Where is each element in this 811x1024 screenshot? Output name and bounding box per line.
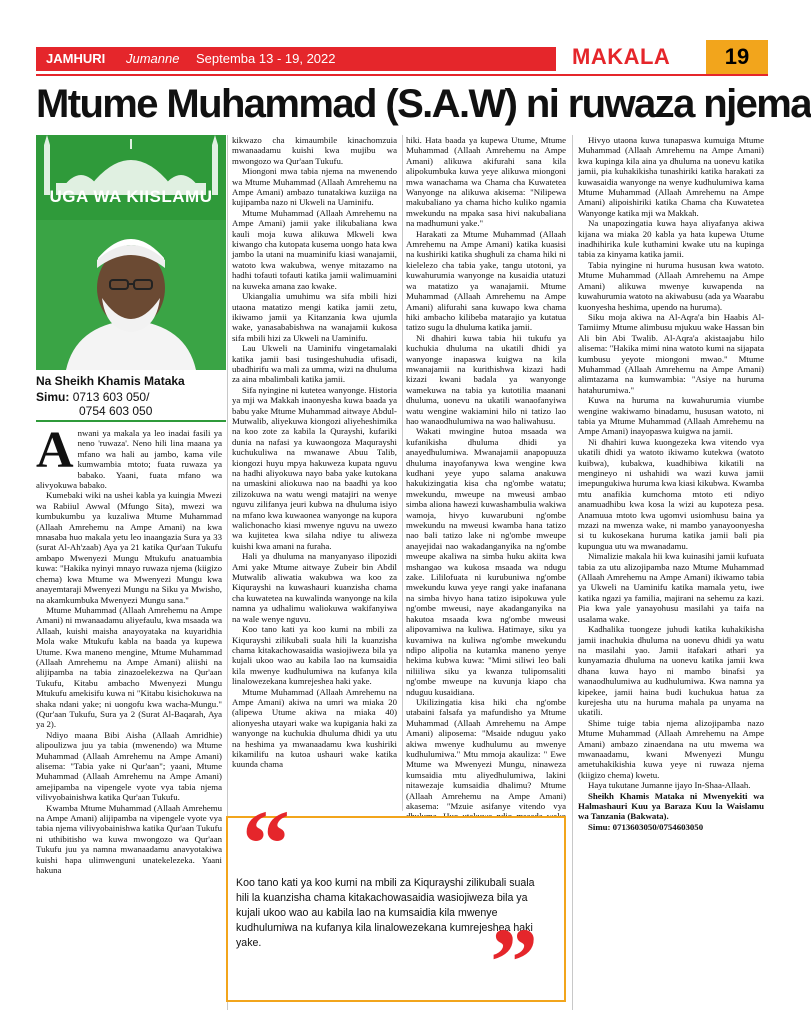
- paragraph: Nimalizie makala hii kwa kuinasihi jamii kufuata tabia za utu alizojipamba nazo Mtume Muhammad (Allaah Amrehemu na Ampe Amani) ikiwamo tabia ya Ukweli na Uaminifu katika mamala yetu, iwe katika ngazi ya familia, majirani na sehemu za kazi. Pia kwa yale yanayohusu masilahi ya taifa na usalama wake.: [578, 551, 764, 624]
- issue-day: Jumanne: [126, 51, 180, 66]
- paragraph: Wakati mwingine hutoa msaada wa kufanikisha dhuluma dhidi ya anayedhulumiwa. Mwanajamii anapopuuza dhuluma inayofanywa kwa wengine kwa kudhani yeye yupo salama anakuwa hakukizingatia kisa cha ng'ombe watatu; mwekundu, mweupe na mweusi ambao simba aliona hawezi kuwashambulia wakiwa wamoja, hivyo kuwarubuni ng'ombe mwekundu na mweusi kwamba hana tatizo nao bali tatizo lake ni ng'ombe mweupe anayejidai nao wakadanganyika na ng'ombe mweupe akaliwa na simba huku akiita kwa mshangao wa kukosa msaada wa ndugu zake. Lililofuata ni kurubuniwa ng'ombe mwekundu kuwa yeye rangi yake inafanana na simba hivyo hana tatizo isipokuwa yule ng'ombe mweusi, naye akadanganyika na hakutoa msaada kwa ng'ombe mweusi alipovamiwa na kuliwa. Hatimaye, siku ya kuvamiwa na kuliwa ng'ombe mwekundu ndipo alipolia na kutamka maneno yenye hekima kubwa kuwa: "Mimi siliwi leo bali niliiliwa siku ya kwanza tulipomsaliti ng'ombe mweupe na kuvunja kiapo cha nduguu kusaidiana.: [406, 426, 566, 697]
- author-photo: [36, 220, 226, 370]
- paragraph: Ukiangalia umuhimu wa sifa mbili hizi utaona matatizo mengi katika jamii zetu, ikiwamo jamii ya Kitanzania kwa ujumla wake, yanasababishwa na wanajamii kukosa sifa mbili hizi za Ukweli na Uaminifu.: [232, 291, 397, 343]
- paragraph: Lau Ukweli na Uaminifu vingetamalaki katika jamii basi tusingeshuhudia ufisadi, ubadhirifu wa mali za umma, wizi na dhuluma za aina mbalimbali katika jamii.: [232, 343, 397, 385]
- paragraph: Mtume Muhammad (Allaah Amrehemu na Ampe Amani) akiwa na umri wa miaka 20 (alipewa Utume akiwa na miaka 40) alionyesha utayari wake wa kupigania haki za wanyonge na kuchukia dhuluma dhidi ya utu na heshima ya mwanaadamu kwa kushiriki kikamilifu na kutoa ushauri wake katika kuunda chama: [232, 686, 397, 770]
- paragraph: Hali ya dhuluma na manyanyaso ilipozidi Ami yake Mtume aitwaye Zubeir bin Abdil Mutwalib aliwatia wakubwa wa koo za Kiqurayshi na kuwashauri kuanzisha chama cha kuwatetea na kuwalinda wanyonge na kila namna ya udhalimu waliokuwa wakifanyiwa na wale wenye nguvu.: [232, 551, 397, 624]
- paragraph: Sifa nyingine ni kutetea wanyonge. Historia ya mji wa Makkah inaonyesha kuwa baada ya babu yake Mtume Muhammad aitwaye Abdul-Mutwalib, aliyekuwa kiongozi aliyeheshimika na koo zote za kabila la Qurayshi, kufariki dunia na nafasi ya kuwaongoza Maqurayshi kuchukuliwa na mwanawe Abuu Talib, kiongozi huyu mpya hakuweza kupata nguvu na hadhi aliyokuwa nayo baba yake kutokana na umaskini aliokuwa nao na baadhi ya koo zilizokuwa na watu wengi matajiri na wenye nguvu zilifanya jeuri kubwa na dhuluma isiyo na mfano kwa kuwaonea wanyonge na kupora walichonacho kiasi mwenye nguvu na uwezo wa kujitetea kwa silaha ndiye tu aliweza kuishi kwa amani na furaha.: [232, 384, 397, 551]
- publication-name: JAMHURI: [46, 51, 106, 66]
- pull-quote: [226, 790, 566, 1015]
- author-phones: Simu: 0713603050/0754603050: [588, 821, 704, 832]
- paragraph: Ndiyo maana Bibi Aisha (Allaah Amridhie) alipoulizwa juu ya tabia (mwenendo) wa Mtume Muhammad (Allaah Amrehemu na Ampe Amani) alisema: "Tabia yake ni Qur'aan"; yaani, Mtume Muhammad (Allaah Amrehemu na Ampe Amani) amejipamba na vipengele vyote vya tabia njema vilivyobainishwa katika Qur'aan Tukufu.: [36, 729, 222, 803]
- page-number: 19: [706, 40, 768, 74]
- author-phone: [36, 390, 236, 404]
- article-column-2: [232, 135, 397, 811]
- paragraph: [36, 422, 222, 491]
- paragraph: Miongoni mwa tabia njema na mwenendo wa Mtume Muhammad (Allaah Amrehemu na Ampe Amani) ambazo tunatakiwa kuziiga na kujipamba nazo ni Ukweli na Uaminifu.: [232, 166, 397, 208]
- byline: [36, 374, 236, 418]
- paragraph: Harakati za Mtume Muhammad (Allaah Amrehemu na Ampe Amani) katika kuasisi na kushiriki katika shughuli za chama hiki ni kielelezo cha tabia yake, tangu utotoni, ya kuwahurumia wanyonge na kusaidia utatuzi wa matatizo ya wanajamii. Mtume Muhammad (Allaah Amrehemu na Ampe Amani) alifurahi sana kuwapo kwa chama hiki ambacho kilibeba matarajio ya kutatua tatizo sugu la dhuluma katika jamii.: [406, 228, 566, 333]
- header-bar: [36, 47, 556, 71]
- header-rule: [36, 74, 768, 76]
- paragraph: Hivyo utaona kuwa tunapaswa kumuiga Mtume Muhammad (Allaah Amrehemu na Ampe Amani) kwa kupinga kila aina ya dhuluma na uonevu katika jamii, pia kuhakikisha tunashiriki katika harakati za kuwasaidia wanyonge na wenye kudhulumiwa kama Mtume Muhammad (Allaah Amrehemu na Ampe Amani) alipoishiriki katika Chama cha Kuwatetea Wanyonge katika mji wa Makkah.: [578, 135, 764, 218]
- column-label: UGA WA KIISLAMU: [49, 187, 213, 206]
- article-column-1: [36, 422, 222, 1010]
- article-signoff: [578, 780, 764, 832]
- author-name: Na Sheikh Khamis Mataka: [36, 374, 185, 388]
- paragraph: hiki. Hata baada ya kupewa Utume, Mtume Muhammad (Allaah Amrehemu na Ampe Amani) alikuwa akifurahi sana kila alipokumbuka kuwa yeye alikuwa miongoni mwa wanachama wa Chama cha Kuwatetea Wanyonge na alikuwa akisema: "Nilipewa makubaliano ya chama hicho kuliko ngamia mwekundu na mpaka sasa hivi nakubaliana na madhumuni yake.": [406, 135, 566, 229]
- open-quote-icon: “: [242, 790, 290, 897]
- paragraph: Koo tano kati ya koo kumi na mbili za Kiqurayshi zilikubali suala hili la kuanzisha chama kitakachowasaidia wasiojiweza bila ya kujali ukoo wao au kabila lao na kumsaidia kila mwenye kudhulumiwa na kufanya kila linalowezekana kumrejeshea haki yake.: [232, 624, 397, 687]
- column-panel: [36, 135, 226, 370]
- article-column-3: [406, 135, 566, 811]
- paragraph: Na unapozingatia kuwa haya aliyafanya akiwa kijana wa miaka 20 kabla ya hata kupewa Utume inadhihirika kule kuthamini kwake utu na kupinga tabia za kinyama katika jamii.: [578, 218, 764, 260]
- paragraph: Kadhalika tuongeze juhudi katika kuhakikisha jamii inachukia dhuluma na uonevu dhidi ya watu na masilahi yao. Jamii itafakari athari ya kunyamazia dhuluma na uonevu katika jamii kwa dhana kuwa hayo ni mambo binafsi ya wanaodhulumiwa au kudhulumiwa. Kwa namna ya kipekee, jamii haina budi kuchukua hatua za kurejesha utu na huruma mahala pa unyama na ukatili.: [578, 624, 764, 718]
- paragraph: Shime tuige tabia njema alizojipamba nazo Mtume Muhammad (Allaah Amrehemu na Ampe Amani) ambazo zinaendana na utu mwema wa mwanaadamu, kwani Mwenyezi Mungu ametuhakikishia kuwa yeye ni ruwaza njema (kiigizo chema) kwetu.: [578, 717, 764, 780]
- closing-line: Haya tukutane Jumanne ijayo In-Shaa-Allaah.: [588, 780, 751, 791]
- paragraph: Ni dhahiri kuwa tabia hii tukufu ya kuchukia dhuluma na ukatili dhidi ya wanyonge inapaswa kuigwa na kila mwanajamii na kurithishwa kizazi hadi kizazi kwani badala ya wanyonge wamekuwa na tabia ya kutotilia maanani dhuluma, uonevu na ukatili wanaofanyiwa watu wengine wakiamini hilo ni tatizo lao hao wanaodhulumiwa na wao haliwahusu.: [406, 332, 566, 426]
- pull-quote-text: Koo tano kati ya koo kumi na mbili za Kiqurayshi zilikubali suala hili la kuanzisha chama kitakachowasaidia wasiojiweza bila ya kujali ukoo wao au kabila lao na kumsaidia kila mwenye kudhulumiwa na kufanya kila linalowezekana kumrejeshea haki yake.: [236, 877, 535, 949]
- paragraph-text: nwani ya makala ya leo inadai fasili ya neno 'ruwaza'. Neno hili lina maana ya mfano wa hali au jambo, kama vile kumwambia mtoto; fuata ruwaza ya babako. Yaani, fuata mfano wa alivyokuwa babako.: [36, 428, 222, 491]
- paragraph: Mtume Muhammad (Allaah Amrehemu na Ampe Amani) ni mwanaadamu aliyefaulu, kwa msaada wa Allaah, kuishi maisha anayoyataka na kuyaridhia Mola wake Mtukufu kabla na baada ya kupewa Utume. Kwa maneno mengine, Mtume Muhammad (Allaah Amrehemu na Ampe Amani) aliishi na alijipamba na tabia zinazoelekezwa na Qur'aan Tukufu, Kitabu ambacho Mwenyezi Mungu Mtukufu amekisifu kuwa ni "Kitabu kisichokuwa na shaka ndani yake; ni uongofu kwa wacha-Mungu." (Qur'aan Tukufu, Sura ya 2 (Surat Al-Baqarah, Aya ya 2).: [36, 604, 222, 730]
- article-headline: Mtume Muhammad (S.A.W) ni ruwaza njema: [36, 82, 811, 126]
- author-bio: Sheikh Khamis Mataka ni Mwenyekiti wa Halmashauri Kuu ya Baraza Kuu la Waislamu wa Tanzania (Bakwata).: [578, 790, 764, 822]
- paragraph: Kwamba Mtume Muhammad (Allaah Amrehemu na Ampe Amani) alijipamba na vipengele vyote vya tabia njema vilivyobainishwa katika Qur'aan Tukufu ni uthibitisho wa kuwa mwongozo wa Qur'aan Tukufu juu ya namna mwanaadamu anavyotakiwa kuishi hapa ulimwenguni unatekelezeka. Yaani hakuna: [36, 802, 222, 876]
- drop-cap: A: [36, 422, 74, 479]
- paragraph: Tabia nyingine ni huruma hususan kwa watoto. Mtume Muhammad (Allaah Amrehemu na Ampe Amani) alikuwa mwenye kuwapenda na kuwahurumia watoto na akiwabusu (ada ya Waarabu kuonyesha heshima, upendo na huruma).: [578, 259, 764, 312]
- paragraph: Mtume Muhammad (Allaah Amrehemu na Ampe Amani) jamii yake ilikubaliana kwa kauli moja kuwa alikuwa Mkweli kwa kiwango cha kutopata kusema uongo hata kwa jambo la utani na muaminifu kiasi wanajamii, watoto kwa wakubwa, wenye mitazamo na hadhi tofauti tofauti katika jamii walimuamini na kuweka amana zao kwake.: [232, 207, 397, 291]
- phone-1: 0713 603 050/: [72, 390, 150, 404]
- mosque-icon: [36, 135, 226, 195]
- paragraph: Ukilizingatia kisa hiki cha ng'ombe utabaini falsafa ya mafundisho ya Mtume Muhammad (Allaah Amrehemu na Ampe Amani) aliposema: "Msaide nduguu yako akiwa mwenye kudhulumu au mwenye kudhulumiwa." Mtu mmoja akauliza: " Ewe Mtume wa Mwenyezi Mungu, ninaweza kumsaidia mtu aliyedhulumiwa, lakini nitawezaje kumsaidia dhalimu? Mtume (Allaah Amrehemu na Ampe Amani) akasema: "Mzuie asifanye vitendo vya: [406, 696, 566, 811]
- issue-dates: Septemba 13 - 19, 2022: [196, 51, 336, 66]
- close-quote-icon: ”: [490, 908, 538, 1015]
- paragraph: kikwazo cha kimaumbile kinachomzuia mwanaadamu kuishi kwa mujibu wa mwongozo wa Qur'aan Tukufu.: [232, 135, 397, 166]
- article-column-4: [578, 135, 764, 1010]
- phone-label: Simu:: [36, 390, 70, 404]
- paragraph: Ni dhahiri kuwa kuongezeka kwa vitendo vya ukatili dhidi ya watoto ikiwamo kutekwa (watoto kuibwa), kubakwa, kuadhibiwa kikatili na mengineyo ni ushahidi wa wazi kuwa jamii imepungukiwa huruma kwa kiasi kikubwa. Kwamba mtu anafikia kumchoma mtoto eti ndiyo anamuadhibu kwa kosa la wizi au kupoteza pesa. Anamuua mtoto kwa ugomvi usiomhusu baina ya mzazi na mwenza wake, ni mambo yanayoonyesha si tu kukosekana huruma katika jamii bali pia kupungua utu wa mwanadamu.: [578, 436, 764, 551]
- paragraph: Siku moja akiwa na Al-Aqra'a bin Haabis Al-Tamiimy Mtume alimbusu mjukuu wake Hassan bin Ali bin Abi Twalib. Al-Aqra'a akistaajabu hilo alisema: "Hakika mimi nina watoto kumi na sijapata kumbusu yeyote miongoni mwao." Mtume Muhammad (Allaah Amrehemu na Ampe Amani) alimtazama na kumwambia: "Asiye na huruma hatahurumiwa.": [578, 311, 764, 395]
- paragraph: Kuwa na huruma na kuwahurumia viumbe wengine wakiwamo binadamu, hususan watoto, ni tabia ya Mtume Muhammad (Allaah Amrehemu na Ampe Amani) inayopaswa kuigwa na jamii.: [578, 395, 764, 437]
- column-divider: [572, 135, 573, 1010]
- column-divider: [402, 135, 403, 811]
- paragraph: Kumebaki wiki na ushei kabla ya kuingia Mwezi wa Rabiiul Awwal (Mfungo Sita), mwezi wa kumbukumbu ya kuzaliwa Mtume Muhammad (Allaah Amrehemu na Ampe Amani) na kwa mnasaba huo makala yetu leo inaangazia Sura ya 33 (surat Al-Ah'zaab) Aya ya 21 katika Qur'aan Tukufu ambapo Mwenyezi Mungu Mtukufu anatuambia kuwa: "Hakika nyinyi mnayo ruwaza njema (kiigizo chema) kwa Mtume wa Mwenyezi Mungu kwa anayemtaraji Mwenyezi Mungu na Siku ya Mwisho, na akamkumbuka Mwenyezi Mungu sana.": [36, 490, 222, 605]
- phone-2: 0754 603 050: [79, 404, 153, 418]
- section-name: MAKALA: [572, 44, 671, 69]
